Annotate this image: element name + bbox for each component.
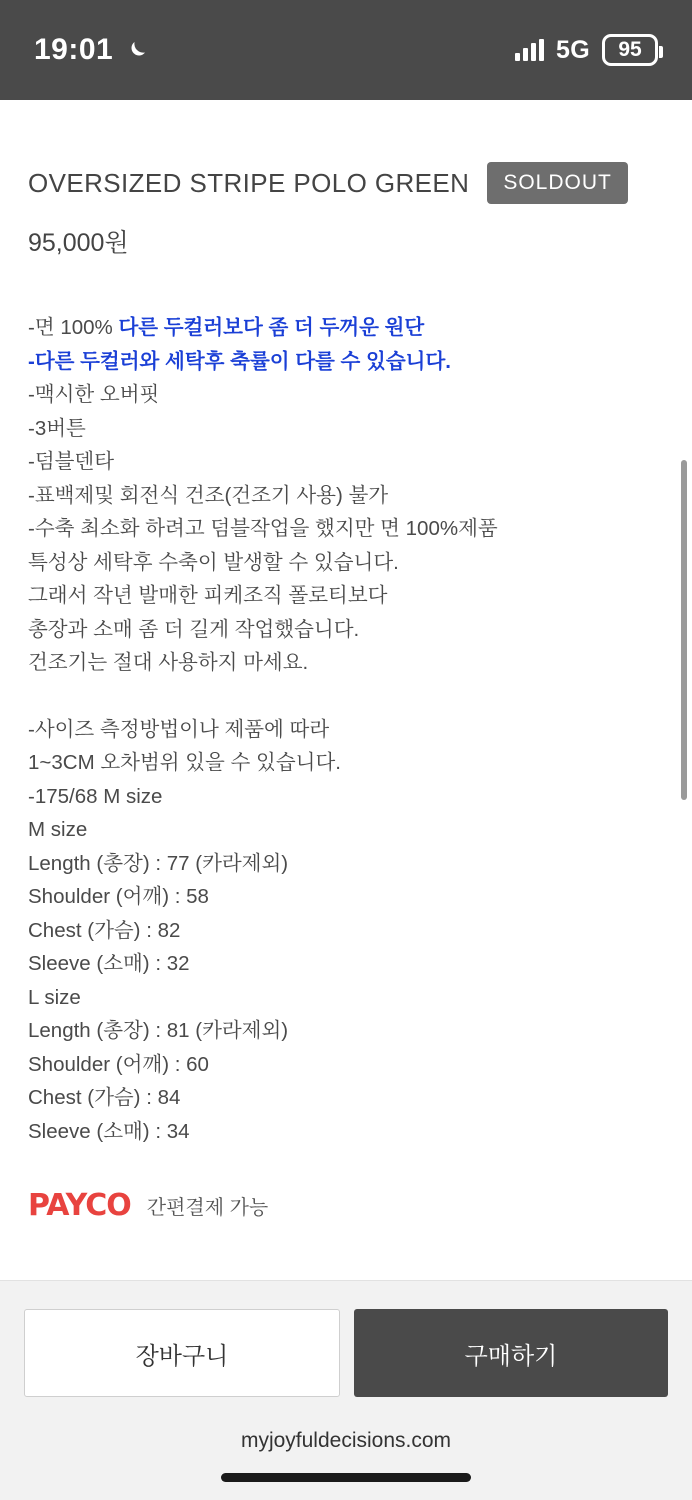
- description-line-3: -맥시한 오버핏: [28, 383, 160, 406]
- payco-row[interactable]: [28, 1188, 664, 1249]
- home-indicator[interactable]: [221, 1473, 471, 1482]
- description-line-8: 특성상 세탁후 수축이 발생할 수 있습니다.: [28, 550, 399, 574]
- status-badge: SOLDOUT: [487, 162, 628, 204]
- description-line-6: -표백제및 회전식 건조(건조기 사용) 불가: [28, 483, 389, 507]
- description-line-1-plain: -면 100%: [28, 316, 119, 339]
- size-chart: [28, 813, 664, 1148]
- size-m-sleeve: Sleeve (소매) : 32: [28, 952, 190, 975]
- description-line-13: 1~3CM 오차범위 있을 수 있습니다.: [28, 751, 341, 774]
- description-line-5: -덤블덴타: [28, 450, 115, 473]
- product-price: 95,000원: [28, 229, 129, 257]
- action-button-row: [0, 1281, 692, 1397]
- description-line-4: -3버튼: [28, 416, 86, 440]
- description-line-1-highlight: 다른 두컬러보다 좀 더 두꺼운 원단: [118, 316, 425, 339]
- buy-now-button[interactable]: 구매하기: [354, 1309, 668, 1397]
- size-m-chest: Chest (가슴) : 82: [28, 918, 181, 942]
- payco-logo: PAYCO: [28, 1188, 131, 1223]
- battery-icon: [602, 34, 658, 66]
- status-bar-left: [34, 33, 149, 67]
- product-page: [0, 100, 692, 1500]
- product-content: [0, 100, 692, 1249]
- size-l-chest: Chest (가슴) : 84: [28, 1086, 181, 1109]
- description-line-11: 건조기는 절대 사용하지 마세요.: [28, 651, 309, 674]
- moon-icon: [125, 38, 149, 62]
- product-description: [28, 311, 664, 813]
- battery-level-label: 95: [618, 38, 642, 61]
- page-title: OVERSIZED STRIPE POLO GREEN: [28, 167, 470, 198]
- payco-label: 간편결제 가능: [146, 1197, 269, 1219]
- scrollbar[interactable]: [681, 460, 687, 800]
- network-type-label: 5G: [556, 35, 590, 64]
- description-line-1: [28, 311, 664, 345]
- size-l-sleeve: Sleeve (소매) : 34: [28, 1119, 190, 1143]
- status-bar: [0, 0, 692, 100]
- status-time: 19:01: [34, 33, 114, 66]
- description-line-14: -175/68 M size: [28, 784, 163, 808]
- description-line-7: -수축 최소화 하려고 덤블작업을 했지만 면 100%제품: [28, 517, 498, 540]
- description-line-2: -다른 두컬러와 세탁후 축률이 다를 수 있습니다.: [28, 349, 451, 373]
- description-line-10: 총장과 소매 좀 더 길게 작업했습니다.: [28, 617, 360, 641]
- bottom-action-bar: [0, 1280, 692, 1500]
- add-to-cart-button[interactable]: 장바구니: [24, 1309, 340, 1397]
- product-title-row: [28, 100, 664, 204]
- status-bar-right: [515, 34, 658, 66]
- description-line-9: 그래서 작년 발매한 피케조직 폴로티보다: [28, 584, 388, 607]
- size-m-length: Length (총장) : 77 (카라제외): [28, 851, 289, 875]
- description-spacer-1: [28, 680, 664, 713]
- size-m-title: M size: [28, 818, 88, 841]
- description-line-12: -사이즈 측정방법이나 제품에 따라: [28, 717, 330, 741]
- size-l-shoulder: Shoulder (어깨) : 60: [28, 1052, 209, 1076]
- size-l-length: Length (총장) : 81 (카라제외): [28, 1019, 289, 1042]
- size-l-title: L size: [28, 985, 81, 1009]
- signal-bars-icon: [515, 39, 544, 61]
- site-domain-label: myjoyfuldecisions.com: [240, 1429, 452, 1452]
- size-m-shoulder: Shoulder (어깨) : 58: [28, 885, 209, 908]
